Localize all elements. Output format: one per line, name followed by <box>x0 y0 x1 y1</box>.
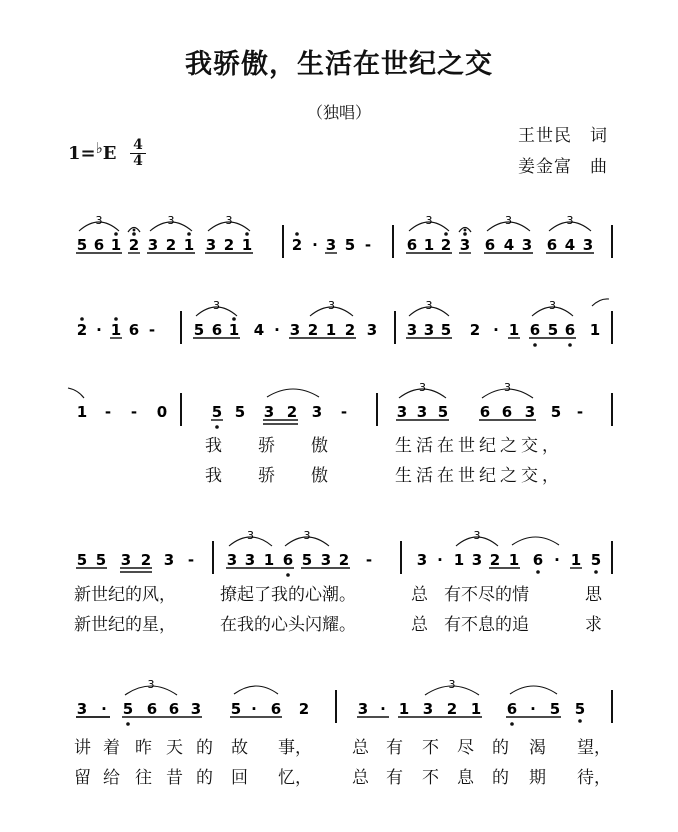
octave-down-dot <box>215 425 219 429</box>
note: 5 <box>590 551 602 569</box>
note: · <box>96 321 102 339</box>
lyric-l5-v1-char: 讲 <box>74 738 91 758</box>
meter-bottom: 4 <box>133 153 143 169</box>
note: 1 <box>508 551 520 569</box>
note: 0 <box>156 403 168 421</box>
note: 4 <box>503 236 515 254</box>
triplet-number: 3 <box>213 299 220 312</box>
note: 2 <box>76 321 88 339</box>
lyric-l5-v1-char: 的 <box>196 738 213 758</box>
tie-arc-out <box>592 299 609 306</box>
note: · <box>530 700 536 718</box>
lyric-l5-v1-char: 天 <box>166 738 183 758</box>
octave-down-dot <box>568 343 572 347</box>
note: 5 <box>95 551 107 569</box>
lyric-l3-v2-d: 生活在世纪之交， <box>395 466 563 486</box>
octave-up-dot <box>245 232 249 236</box>
lyric-l5-v2-char: 待， <box>577 768 611 788</box>
note: 1 <box>423 236 435 254</box>
octave-up-dot <box>80 317 84 321</box>
note: · <box>274 321 280 339</box>
note: 3 <box>320 551 332 569</box>
triplet-number: 3 <box>147 678 155 691</box>
slur-arc <box>512 537 559 545</box>
octave-up-dot <box>232 317 236 321</box>
note: 2 <box>338 551 350 569</box>
lyric-l5-v2-char: 的 <box>196 768 213 788</box>
triplet-number: 3 <box>95 214 103 227</box>
note: 3 <box>226 551 238 569</box>
note: 3 <box>263 403 275 421</box>
note: 5 <box>234 403 246 421</box>
note: 2 <box>128 236 140 254</box>
lyric-l3-v2-c: 傲 <box>311 466 328 486</box>
lyric-l5-v1-char: 昨 <box>135 738 152 758</box>
note: 5 <box>211 403 223 421</box>
note: 3 <box>471 551 483 569</box>
note: 3 <box>311 403 323 421</box>
lyric-l4-v2-a: 新世纪的星， <box>74 615 176 635</box>
note: 5 <box>574 700 586 718</box>
lyric-l5-v1-char: 的 <box>492 738 509 758</box>
lyric-l5-v2-char: 给 <box>103 768 120 788</box>
note: 2 <box>298 700 310 718</box>
octave-up-dot <box>114 317 118 321</box>
lyric-l5-v2-char: 昔 <box>166 768 183 788</box>
flat-sign: ♭ <box>95 139 103 157</box>
note: 1 <box>183 236 195 254</box>
note: 3 <box>147 236 159 254</box>
song-subtitle: （独唱） <box>306 103 371 122</box>
octave-up-dot <box>444 232 448 236</box>
note: 3 <box>205 236 217 254</box>
lyric-l4-v1-e: 思 <box>585 585 602 605</box>
note: 3 <box>120 551 132 569</box>
lyric-l5-v2-char: 回 <box>231 768 248 788</box>
lyric-l4-v2-c: 总 <box>411 615 428 635</box>
note: · <box>312 236 318 254</box>
octave-up-dot <box>295 232 299 236</box>
octave-down-dot <box>594 570 598 574</box>
octave-down-dot <box>578 719 582 723</box>
lyric-l4-v2-b: 在我的心头闪耀。 <box>220 615 356 635</box>
octave-down-dot <box>533 343 537 347</box>
note: 6 <box>406 236 418 254</box>
note: 1 <box>325 321 337 339</box>
octave-up-dot <box>114 232 118 236</box>
note: 5 <box>122 700 134 718</box>
lyric-l5-v2-char: 忆， <box>278 768 312 788</box>
note: 2 <box>469 321 481 339</box>
note: 2 <box>446 700 458 718</box>
note: 3 <box>366 321 378 339</box>
note: 6 <box>211 321 223 339</box>
lyric-l5-v1-char: 渴 <box>529 738 546 758</box>
triplet-number: 3 <box>505 214 512 227</box>
note: 3 <box>190 700 202 718</box>
note: 1 <box>570 551 582 569</box>
lyric-l5-v1-char: 总 <box>352 738 369 758</box>
lyric-l5-v1-char: 着 <box>103 738 120 758</box>
lyric-l4-v1-a: 新世纪的风， <box>74 585 176 605</box>
note: - <box>340 403 348 421</box>
note: 3 <box>357 700 369 718</box>
triplet-number: 3 <box>303 529 311 542</box>
note: 6 <box>282 551 294 569</box>
lyric-l3-v2-a: 我 <box>205 466 222 486</box>
meter-top: 4 <box>130 138 146 154</box>
lyric-l5-v2-char: 往 <box>135 768 152 788</box>
note: 1 <box>110 321 122 339</box>
note: 6 <box>479 403 491 421</box>
key-letter: E <box>102 143 117 164</box>
lyric-l4-v2-d: 有不息的追 <box>444 615 529 635</box>
note: 5 <box>76 551 88 569</box>
note: · <box>554 551 560 569</box>
note: 2 <box>440 236 452 254</box>
note: 3 <box>325 236 337 254</box>
triplet-number: 3 <box>473 529 481 542</box>
note: 5 <box>549 700 561 718</box>
lyric-l5-v1-char: 不 <box>422 738 439 758</box>
lyric-l5-v2-char: 息 <box>457 768 474 788</box>
lyric-l5-v1-char: 尽 <box>457 738 474 758</box>
note: 6 <box>270 700 282 718</box>
note: - <box>104 403 112 421</box>
lyric-l5-v2-char: 期 <box>529 768 546 788</box>
note: 5 <box>301 551 313 569</box>
note: 3 <box>289 321 301 339</box>
note: 5 <box>440 321 452 339</box>
note: 4 <box>253 321 265 339</box>
note: 6 <box>546 236 558 254</box>
lyricist-credit: 王世民 词 <box>518 126 608 146</box>
note: 3 <box>422 700 434 718</box>
note: 3 <box>76 700 88 718</box>
note: 3 <box>459 236 471 254</box>
octave-down-dot <box>126 722 130 726</box>
note: 3 <box>524 403 536 421</box>
note: 6 <box>532 551 544 569</box>
lyric-l4-v1-d: 有不尽的情 <box>444 585 529 605</box>
note: 2 <box>286 403 298 421</box>
note: 3 <box>416 403 428 421</box>
tie-arc-in <box>68 388 84 398</box>
song-title: 我骄傲，生活在世纪之交 <box>185 49 493 80</box>
lyric-l3-v1-d: 生活在世纪之交， <box>395 436 563 456</box>
lyric-l5-v2-char: 留 <box>74 768 91 788</box>
slur-arc <box>267 389 319 397</box>
lyric-l5-v1-char: 望， <box>577 738 611 758</box>
lyric-l5-v2-char: 总 <box>352 768 369 788</box>
note: 6 <box>146 700 158 718</box>
note: 3 <box>423 321 435 339</box>
lyric-l5-v1-char: 事， <box>278 738 312 758</box>
note: 6 <box>564 321 576 339</box>
fermata-dot <box>464 229 467 232</box>
lyric-l5-v1-char: 故 <box>231 738 248 758</box>
note: - <box>130 403 138 421</box>
note: 1 <box>228 321 240 339</box>
key-label: 1= <box>68 143 96 164</box>
slur-arc <box>510 686 557 694</box>
triplet-number: 3 <box>247 529 254 542</box>
note: 5 <box>547 321 559 339</box>
note: 6 <box>93 236 105 254</box>
note: 5 <box>76 236 88 254</box>
note: 5 <box>344 236 356 254</box>
note: · <box>101 700 107 718</box>
note: 6 <box>168 700 180 718</box>
lyric-l3-v1-c: 傲 <box>311 436 328 456</box>
note: - <box>148 321 156 339</box>
triplet-number: 3 <box>167 214 175 227</box>
note: 1 <box>110 236 122 254</box>
note: 2 <box>489 551 501 569</box>
triplet-number: 3 <box>504 381 511 394</box>
lyric-l5-v2-char: 不 <box>422 768 439 788</box>
note: 1 <box>453 551 465 569</box>
lyric-l4-v2-e: 求 <box>585 615 602 635</box>
lyric-l3-v2-b: 骄 <box>258 466 275 486</box>
slur-arc <box>234 686 278 694</box>
triplet-number: 3 <box>419 381 426 394</box>
note: 4 <box>564 236 576 254</box>
triplet-number: 3 <box>225 214 233 227</box>
note: 2 <box>165 236 177 254</box>
note: 5 <box>550 403 562 421</box>
fermata-dot <box>133 229 136 232</box>
note: 3 <box>406 321 418 339</box>
triplet-number: 3 <box>566 214 574 227</box>
triplet-number: 3 <box>549 299 556 312</box>
note: - <box>364 236 372 254</box>
lyric-l4-v1-b: 撩起了我的心潮。 <box>220 585 356 605</box>
octave-down-dot <box>286 573 290 577</box>
octave-up-dot <box>187 232 191 236</box>
note: 3 <box>582 236 594 254</box>
note: 1 <box>589 321 601 339</box>
note: 2 <box>291 236 303 254</box>
note: 6 <box>506 700 518 718</box>
note: 1 <box>508 321 520 339</box>
octave-down-dot <box>536 570 540 574</box>
note: 5 <box>193 321 205 339</box>
note: 1 <box>241 236 253 254</box>
note: 2 <box>223 236 235 254</box>
note: 5 <box>230 700 242 718</box>
note: · <box>380 700 386 718</box>
note: 1 <box>263 551 275 569</box>
note: - <box>576 403 584 421</box>
lyric-l3-v1-b: 骄 <box>258 436 275 456</box>
note: 2 <box>344 321 356 339</box>
note: 5 <box>437 403 449 421</box>
note: - <box>365 551 373 569</box>
note: 3 <box>163 551 175 569</box>
triplet-number: 3 <box>425 214 433 227</box>
note: 6 <box>501 403 513 421</box>
note: 3 <box>396 403 408 421</box>
note: 1 <box>76 403 88 421</box>
composer-credit: 姜金富 曲 <box>518 157 608 177</box>
note: 1 <box>470 700 482 718</box>
note: 6 <box>529 321 541 339</box>
triplet-number: 3 <box>425 299 433 312</box>
note: 2 <box>307 321 319 339</box>
note: 3 <box>521 236 533 254</box>
octave-down-dot <box>510 722 514 726</box>
note: - <box>187 551 195 569</box>
lyric-l5-v1-char: 有 <box>386 738 403 758</box>
triplet-number: 3 <box>328 299 335 312</box>
note: 6 <box>484 236 496 254</box>
octave-up-dot <box>132 232 136 236</box>
note: 1 <box>398 700 410 718</box>
note: · <box>493 321 499 339</box>
octave-up-dot <box>463 232 467 236</box>
lyric-l5-v2-char: 有 <box>386 768 403 788</box>
lyric-l5-v2-char: 的 <box>492 768 509 788</box>
note: · <box>251 700 257 718</box>
note: · <box>437 551 443 569</box>
note: 6 <box>128 321 140 339</box>
lyric-l4-v1-c: 总 <box>411 585 428 605</box>
note: 3 <box>244 551 256 569</box>
triplet-number: 3 <box>448 678 456 691</box>
note: 2 <box>140 551 152 569</box>
lyric-l3-v1-a: 我 <box>205 436 222 456</box>
note: 3 <box>416 551 428 569</box>
